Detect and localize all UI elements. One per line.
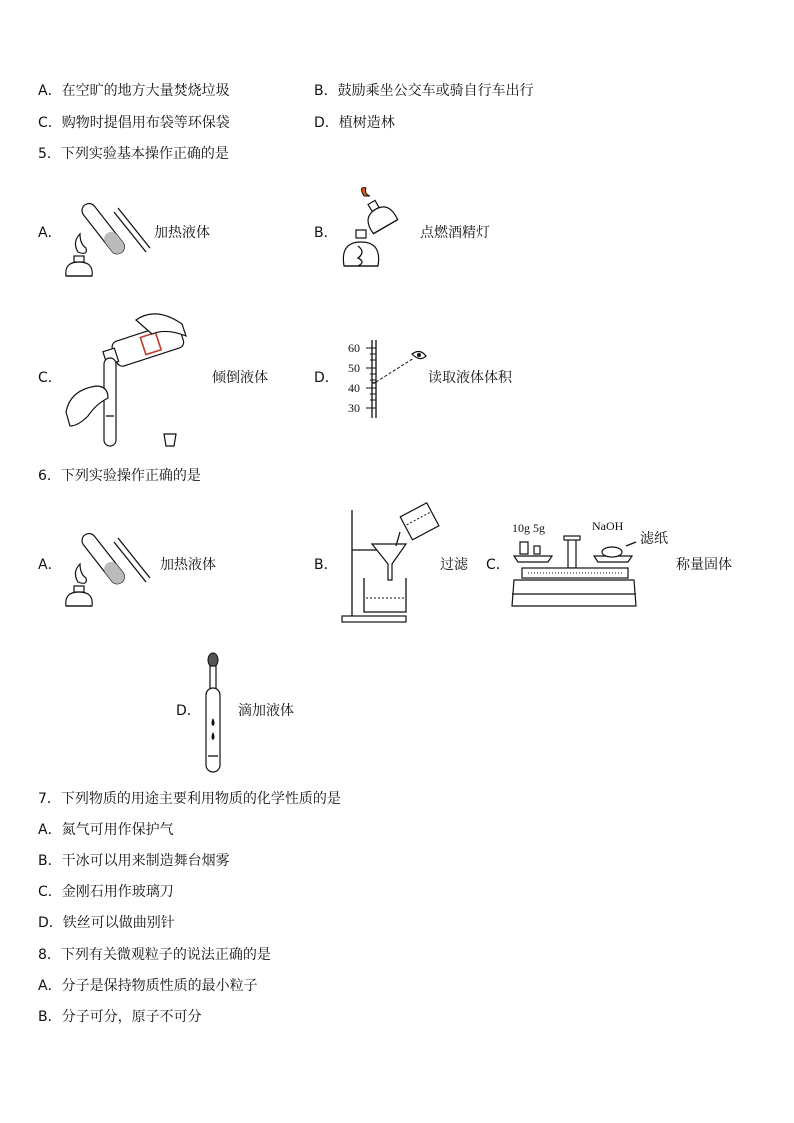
q4-option-c: C．购物时提倡用布袋等环保袋	[38, 115, 230, 131]
q7-option-a: A．氮气可用作保护气	[38, 822, 174, 838]
scale-50: 50	[348, 361, 360, 375]
q6-stem: 6．下列实验操作正确的是	[38, 468, 201, 484]
q8-stem: 8．下列有关微观粒子的说法正确的是	[38, 947, 271, 963]
q6-c-paper-label: 滤纸	[640, 531, 668, 547]
q6-a-letter: A．	[38, 557, 62, 573]
q6-b-filtration-icon	[340, 502, 440, 626]
q5-b-letter: B．	[314, 225, 338, 241]
q4-option-d: D．植树造林	[314, 115, 395, 131]
q6-a-label: 加热液体	[160, 557, 216, 573]
q5-d-letter: D．	[314, 370, 339, 386]
q5-c-letter: C．	[38, 370, 62, 386]
q7-stem: 7．下列物质的用途主要利用物质的化学性质的是	[38, 791, 341, 807]
q6-b-label: 过滤	[440, 557, 468, 573]
q5-c-label: 倾倒液体	[212, 370, 268, 386]
q6-c-letter: C．	[486, 557, 510, 573]
q5-stem: 5．下列实验基本操作正确的是	[38, 146, 229, 162]
weights-label: 10g 5g	[512, 521, 545, 535]
q5-d-label: 读取液体体积	[428, 370, 512, 386]
q6-d-letter: D．	[176, 703, 201, 719]
q7-option-d: D．铁丝可以做曲别针	[38, 915, 175, 931]
q5-a-letter: A．	[38, 225, 62, 241]
q4-option-b: B．鼓励乘坐公交车或骑自行车出行	[314, 83, 534, 99]
q5-c-pouring-icon	[66, 306, 190, 452]
q8-option-a: A．分子是保持物质性质的最小粒子	[38, 978, 258, 994]
q8-option-b: B．分子可分，原子不可分	[38, 1009, 202, 1025]
q6-a-heating-tube-icon	[60, 520, 152, 614]
naoh-label: NaOH	[592, 519, 624, 533]
q6-d-label: 滴加液体	[238, 703, 294, 719]
q6-d-dropper-icon	[198, 652, 228, 776]
q7-option-b: B．干冰可以用来制造舞台烟雾	[38, 853, 230, 869]
q5-a-label: 加热液体	[154, 225, 210, 241]
q7-option-c: C．金刚石用作玻璃刀	[38, 884, 174, 900]
q6-b-letter: B．	[314, 557, 338, 573]
q5-d-graduated-cylinder-icon	[340, 338, 430, 422]
q4-option-a: A．在空旷的地方大量焚烧垃圾	[38, 83, 230, 99]
q5-a-heating-tube-icon	[60, 190, 152, 284]
q6-c-label: 称量固体	[676, 557, 732, 573]
scale-30: 30	[348, 401, 360, 415]
q5-b-lighting-lamp-icon	[336, 186, 416, 278]
scale-40: 40	[348, 381, 360, 395]
q5-b-label: 点燃酒精灯	[420, 225, 490, 241]
scale-60: 60	[348, 341, 360, 355]
q6-c-balance-icon	[508, 514, 672, 614]
